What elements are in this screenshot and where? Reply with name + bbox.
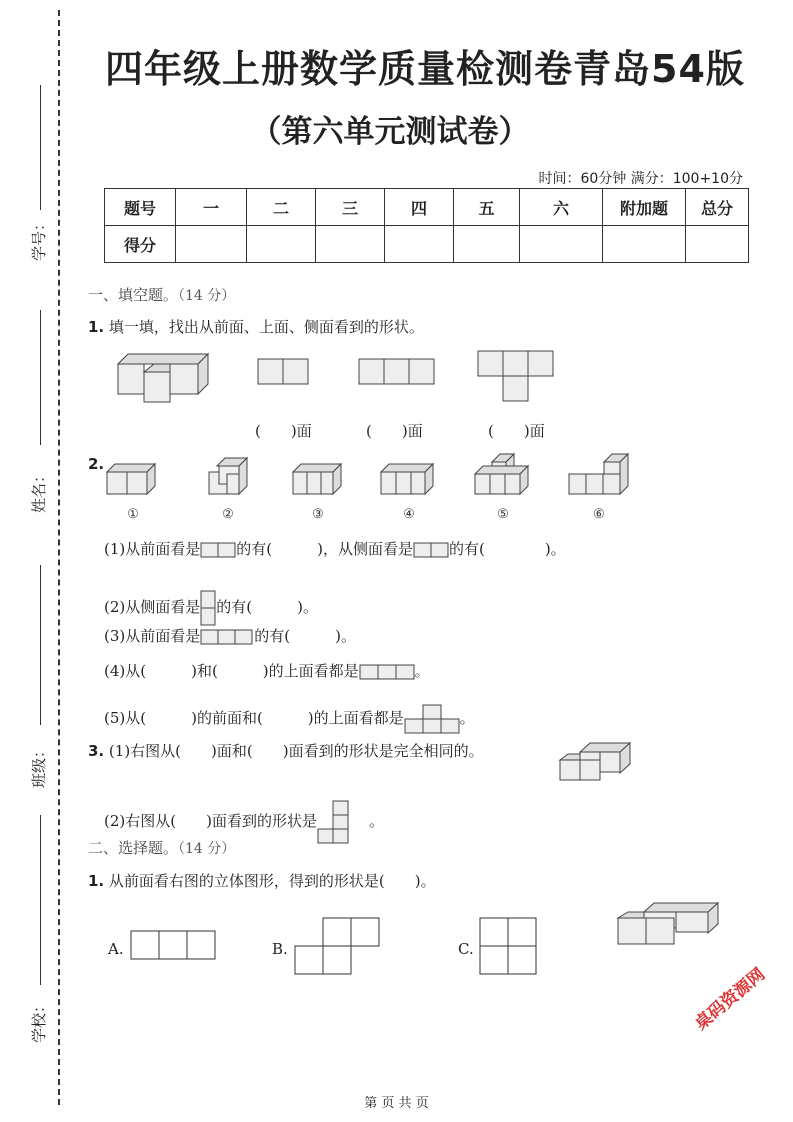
q1-blank-2[interactable]: ( )面 [366,422,423,440]
option-b-figure[interactable] [293,917,381,975]
q3-number: 3. [88,742,105,760]
page-subtitle: （第六单元测试卷） [250,114,530,150]
score-cell[interactable] [385,226,454,263]
shape-t-inverted [404,704,460,734]
q2-label-4: ④ [403,507,415,522]
score-cell[interactable] [454,226,520,263]
q1-solid-figure [112,350,217,405]
q1-blank-1[interactable]: ( )面 [255,422,312,440]
q2-sub4 [104,660,430,681]
watermark-stamp: 桌码资源网 [691,964,770,1035]
q2-figure-1 [104,460,164,498]
score-cell[interactable] [686,226,749,263]
score-header: 总分 [686,189,749,226]
score-header: 三 [316,189,385,226]
q2-sub5-b: 。 [459,709,475,727]
q2-sub4-b: 。 [414,662,430,680]
class-line [40,565,41,725]
shape-two-squares [200,542,236,558]
name-line [40,310,41,445]
q3-sub1-text[interactable]: (1)右图从( )面和( )面看到的形状是完全相同的。 [108,742,484,760]
q1-view-three-squares [358,358,438,386]
q4-solid-figure [614,900,722,948]
q4-prompt[interactable]: 从前面看右图的立体图形，得到的形状是( )。 [108,872,436,890]
q1-prompt: 填一填，找出从前面、上面、侧面看到的形状。 [108,318,424,336]
q4-text [88,870,436,891]
q1-number: 1. [88,318,105,336]
score-header: 六 [520,189,603,226]
q4-number: 1. [88,872,105,890]
q2-figure-6 [566,452,632,498]
q3-sub2-a[interactable]: (2)右图从( )面看到的形状是 [104,812,317,830]
class-label: 班级： [30,742,49,789]
section1-points: （14 分） [178,288,236,304]
q2-sub4-a[interactable]: (4)从( )和( )的上面看都是 [104,662,359,680]
score-header: 附加题 [603,189,686,226]
q2-sub2-a: (2)从侧面看是 [104,598,201,616]
section1-title: 一、填空题。 [88,286,179,304]
q2-label-3: ③ [312,507,324,522]
q1-blank-3[interactable]: ( )面 [488,422,545,440]
q2-sub3-b[interactable]: 的有( )。 [254,627,356,645]
q2-figure-3 [290,460,350,498]
score-cell[interactable] [247,226,316,263]
q2-sub2 [104,590,318,626]
q2-sub2-b[interactable]: 的有( )。 [216,598,318,616]
q2-figure-4 [378,460,440,498]
score-value-row [105,226,749,263]
q2-sub3-a: (3)从前面看是 [104,627,201,645]
score-header: 题号 [105,189,176,226]
q2-sub1-a: (1)从前面看是 [104,540,201,558]
shape-l-small [317,800,363,844]
q2-label-6: ⑥ [593,507,605,522]
q3-solid-figure [558,740,634,782]
q2-num: 2. [88,455,105,473]
option-c-figure[interactable] [479,917,539,975]
shape-two-squares [413,542,449,558]
option-a-label[interactable]: A. [108,940,124,958]
q1-view-t-shape [477,350,557,405]
option-c-label[interactable]: C. [458,940,474,958]
score-header: 五 [454,189,520,226]
q2-sub1 [104,538,566,559]
score-header: 一 [176,189,247,226]
score-cell[interactable] [316,226,385,263]
q2-sub5-a[interactable]: (5)从( )的前面和( )的上面看都是 [104,709,404,727]
section2-points: （14 分） [178,841,236,857]
shape-three-squares [200,629,254,645]
section1-heading [88,284,235,305]
option-a-figure[interactable] [130,930,216,962]
score-cell[interactable] [603,226,686,263]
section2-heading [88,837,235,858]
section2-title: 二、选择题。 [88,839,179,857]
q2-sub1-b[interactable]: 的有( )，从侧面看是 [236,540,413,558]
q2-label-2: ② [222,507,234,522]
shape-vertical-two-squares [200,590,216,626]
student-no-line [40,85,41,210]
name-label: 姓名： [30,467,49,514]
score-cell[interactable] [520,226,603,263]
q2-sub3 [104,625,356,646]
shape-three-squares [359,664,415,680]
q2-sub1-c[interactable]: 的有( )。 [448,540,566,558]
q2-figure-2 [205,456,255,498]
binding-dashed-line [58,10,60,1105]
q2-label-1: ① [127,507,139,522]
page-title: 四年级上册数学质量检测卷青岛54版 [105,47,745,91]
school-label: 学校： [30,997,49,1044]
score-header: 二 [247,189,316,226]
option-b-label[interactable]: B. [272,940,288,958]
q2-label-5: ⑤ [497,507,509,522]
score-row-label: 得分 [105,226,176,263]
page-footer: 第 页 共 页 [364,1096,429,1111]
q1-text [88,316,424,337]
school-line [40,815,41,985]
q2-sub5 [104,704,475,734]
q2-figure-5 [472,452,534,498]
q3-sub2-b: 。 [368,812,384,830]
q1-view-two-squares [257,358,312,386]
student-no-label: 学号： [30,215,49,262]
score-cell[interactable] [176,226,247,263]
q2-number [88,455,104,473]
time-info: 时间：60分钟 满分：100+10分 [538,171,743,187]
q3-sub1 [88,740,484,761]
score-header: 四 [385,189,454,226]
score-header-row [105,189,749,226]
score-table [104,188,749,263]
